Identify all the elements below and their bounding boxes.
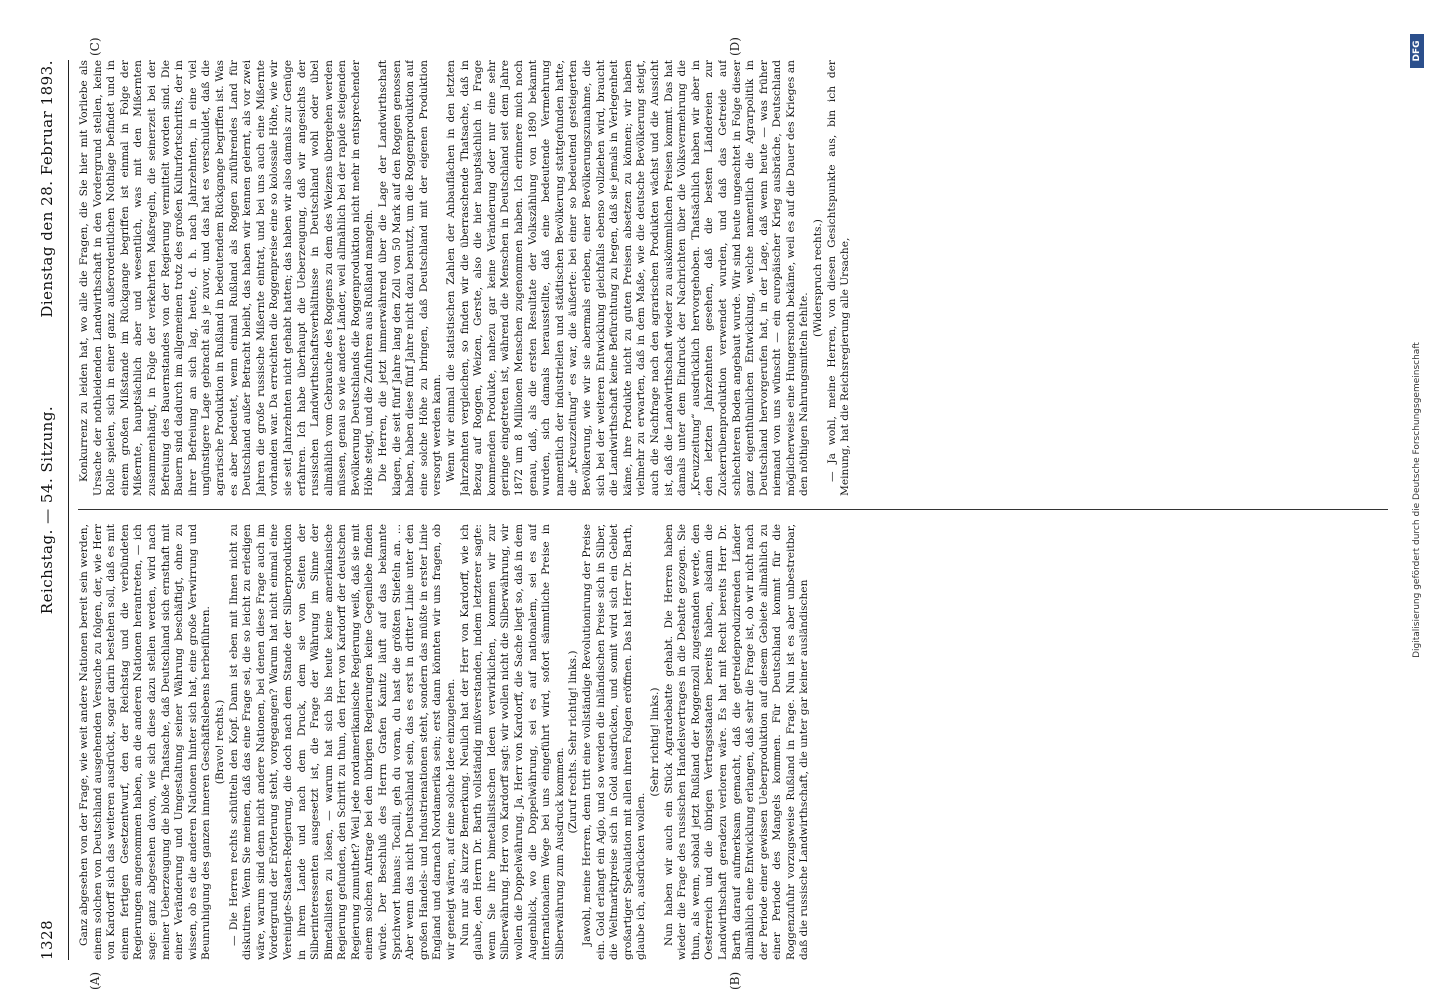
paragraph: Wenn wir einmal die statistischen Zahlen der Anbauflächen in den letzten Jahrzehnten vergleichen, so finden wir die überraschende Thatsache, daß in Bezug auf Roggen, Weizen, Gerste, also die hier hauptsächlich in Frage kommenden Produkte, nahezu gar keine Veränderung oder nur eine sehr geringe eingetreten ist, während die Menschen in Deutschland seit dem Jahre 1872 um 8 Millionen Menschen zugenommen haben. Ich erinnere mich noch genau, daß, als die ersten Resultate der Volkszählung von 1890 bekannt wurden, sich damals herausstellte, daß eine bedeutende Vermehrung namentlich der industriellen und städtischen Bevölkerung stattgefunden hatte, die „Kreuzzeitung“ es war, die äußerte: bei einer so bedeutend gesteigerten Bevölkerung, wie wir sie abermals erleben, einer Bevölkerungszunahme, die sich bei der weiteren Entwicklung gleichfalls ebenso vollziehen wird, braucht die Landwirthschaft keine Befürchtung zu hegen, daß sie jemals in Verlegenheit käme, ihre Produkte nicht zu guten Preisen absetzen zu können; wir haben vielmehr zu erwarten, daß in dem Maße, wie die deutsche Bevölkerung steigt, auch die Nachfrage nach den agrarischen Produkten wächst und die Aussicht ist, daß die Landwirthschaft wieder zu auskömmlichen Preisen kommt. Das hat damals unter dem Eindruck der Nachrichten über die Volksvermehrung die „Kreuzzeitung“ ausdrücklich hervorgehoben. Thatsächlich haben wir aber in den letzten Jahrzehnten gesehen, daß die besten Ländereien zur Zuckerrübenproduktion verwendet wurden, und daß das Getreide auf schlechteren Boden angebaut wurde. Wir sind heute ungeachtet in Folge dieser ganz eigenthümlichen Entwicklung, welche namentlich die Agrarpolitik in Deutschland hervorgerufen hat, in der Lage, daß wenn heute — was früher niemand von uns wünscht — ein europäischer Krieg ausbräche, Deutschland möglicherweise eine Hungersnoth bekäme, weil es auf die Dauer des Krieges an den nöthigen Nahrungsmitteln fehlte. xyxy=(445,60,811,496)
right-column xyxy=(78,60,1388,496)
interjection: (Widerspruch rechts.) xyxy=(812,219,825,337)
session-title: Reichstag. — 54. Sitzung. xyxy=(38,405,56,615)
paragraph: Jawohl, meine Herren, denn tritt eine vollständige Revolutionirung der Preise ein. Gold erlangt ein Agio, und so werden die inländischen Preise sich in Silber, die Weltmarktpreise sich in Gold ausdrücken, und somit wird sich ein Gebiet großartiger Spekulation mit allen ihren Folgen eröffnen. Das hat Herr Dr. Barth, glaube ich, ausdrücken wollen. xyxy=(580,524,648,960)
margin-mark-d: (D) xyxy=(728,37,742,56)
margin-mark-a: (A) xyxy=(88,971,102,990)
interjection: (Sehr richtig! links.) xyxy=(648,687,661,797)
digitization-credit: Digitalisierung gefördert durch die Deutsche Forschungsgemeinschaft xyxy=(1412,342,1422,658)
paragraph: Ganz abgesehen von der Frage, wie weit andere Nationen bereit sein werden, einem solchen von Deutschland ausgehenden Versuche zu folgen, der, wie Herr von Kardorff sich das weiteren ausdrückt, sogar darin bestehen soll, daß es mit einem fertigen Gesetzentwurf, den der Reichstag und die verbündeten Regierungen angenommen haben, an die anderen Nationen herantreten, — ich sage: ganz abgesehen davon, wie sich diese dazu stellen werden, wird nach meiner Ueberzeugung die bloße Thatsache, daß Deutschland sich ernsthaft mit einer Veränderung und Umgestaltung seiner Währung beschäftigt, ohne zu wissen, ob es die anderen Nationen hinter sich hat, eine große Verwirrung und Beunruhigung des ganzen inneren Geschäftslebens herbeiführen. xyxy=(78,524,213,960)
dfg-logo: DFG xyxy=(1410,34,1424,68)
page-header xyxy=(28,60,64,960)
session-date: Dienstag den 28. Februar 1893. xyxy=(38,60,56,318)
paragraph: Konkurrenz zu leiden hat, wo alle die Fragen, die Sie hier mit Vorliebe als Ursache der nothleidenden Landwirthschaft in den Vordergrund stellen, keine Rolle spielen, sich in einer ganz außerordentlichen Nothlage befindet und in einem großen Mißstande im Rückgange begriffen ist einmal in Folge der Mißernte, hauptsächlich aber und wesentlich, was mit den Mißernten zusammenhängt, in Folge der verkehrten Maßregeln, die seinerzeit bei der Befreiung des Bauernstandes von der Regierung vermittelt worden sind. Die Bauern sind dadurch im allgemeinen trotz des großen Kulturfortschritts, der in ihrer Befreiung an sich lag, heute, d. h. nach Jahrzehnten, in eine viel ungünstigere Lage gebracht als je zuvor, und das hat es verschuldet, daß die agrarische Produktion in Rußland in bedeutendem Rückgange begriffen ist. Was es aber bedeutet, wenn einmal Rußland als Roggen zuführendes Land für Deutschland außer Betracht bleibt, das haben wir kennen gelernt, als vor zwei Jahren die große russische Mißernte eintrat, und bei uns auch eine Mißernte vorhanden war. Da erreichten die Roggenpreise eine so kolossale Höhe, wie wir sie seit Jahrzehnten nicht gehabt hatten; das haben wir also damals zur Genüge erfahren. Ich habe überhaupt die Ueberzeugung, daß wir angesichts der russischen Landwirthschaftsverhältnisse in Deutschland wohl oder übel allmählich vom Gebrauche des Roggens zu dem des Weizens übergehen werden müssen, genau so wie andere Länder, weil allmählich bei der rapide steigenden Bevölkerung Deutschlands die Roggenproduktion nicht mehr in entsprechender Höhe steigt, und die Zufuhren aus Rußland mangeln. xyxy=(78,60,376,496)
interjection: (Bravo! rechts.) xyxy=(213,699,226,785)
page-body xyxy=(28,37,1408,990)
paragraph: Nun haben wir auch ein Stück Agrardebatte gehabt. Die Herren haben wieder die Frage des russischen Handelsvertrages in die Debatte gezogen. Sie thun, als wenn, sobald jetzt Rußland der Roggenzoll zugestanden werde, den Oesterreich und die übrigen Vertragsstaaten bereits haben, alsdann die Landwirthschaft geradezu verloren wäre. Es hat mit Recht bereits Herr Dr. Barth darauf aufmerksam gemacht, daß die getreideproduzirenden Länder allmählich eine Entwicklung erlangen, daß sehr die Frage ist, ob wir nicht nach der Periode einer gewissen Ueberproduktion auf diesem Gebiete allmählich zu einer Periode des Mangels kommen. Für Deutschland kommt für die Roggenzufuhr vorzugsweise Rußland in Frage. Nun ist es aber unbestreitbar, daß die russische Landwirthschaft, die unter gar keiner ausländischen xyxy=(662,524,811,960)
paragraph: Nun nur als kurze Bemerkung. Neulich hat der Herr von Kardorff, wie ich glaube, den Herrn Dr. Barth vollständig mißverstanden, indem letzterer sagte: wenn Sie ihre bimetallistischen Ideen verwirklichen, kommen wir zur Silberwährung. Herr von Kardorff sagt: wir wollen nicht die Silberwährung, wir wollen die Doppelwährung. Ja, Herr von Kardorff, die Sache liegt so, daß in dem Augenblick, wo die Doppelwährung, sei es auf nationalem, sei es auf internationalem Wege bei uns eingeführt wird, sofort sämmtliche Preise in Silberwährung zum Ausdruck kommen. xyxy=(458,524,566,960)
column-divider xyxy=(78,509,1388,510)
page-number: 1328 xyxy=(38,919,56,960)
margin-mark-c: (C) xyxy=(88,37,102,56)
paragraph: — Die Herren rechts schütteln den Kopf. Dann ist eben mit Ihnen nicht zu diskutiren. Wenn Sie meinen, daß das eine Frage sei, die so leicht zu erledigen wäre, warum sind denn nicht andere Nationen, bei denen diese Frage auch im Vordergrund der Erörterung steht, vorgegangen? Warum hat nicht einmal eine Vereinigte-Staaten-Regierung, die doch nach dem Stande der Silberproduktion in ihrem Lande und nach dem Druck, dem sie von Seiten der Silberinteressenten ausgesetzt ist, die Frage der Währung im Sinne der Bimetallisten zu lösen, — warum hat sich bis heute keine amerikanische Regierung gefunden, den Schritt zu thun, den Herr von Kardorff der deutschen Regierung zumuthet? Weil jede nordamerikanische Regierung weiß, daß sie mit einem solchen Antrage bei den übrigen Regierungen keine Gegenliebe finden würde. Der Beschluß des Herrn Grafen Kanitz läuft auf das bekannte Sprichwort hinaus: Tocalli, geh du voran, du hast die größten Stiefeln an. ... Aber wenn das nicht Deutschland sein, das es erst in dritter Linie unter den großen Handels- und Industrienationen steht, sondern das müßte in erster Linie England und darnach Nordamerika sein; erst dann könnten wir uns fragen, ob wir geneigt wären, auf eine solche Idee einzugehen. xyxy=(227,524,458,960)
interjection: (Zuruf rechts. Sehr richtig! links.) xyxy=(567,650,580,834)
paragraph: — Ja wohl, meine Herren, von diesen Gesichtspunkte aus, bin ich der Meinung, hat die Reichsregierung alle Ursache, xyxy=(825,60,852,496)
header-rule xyxy=(68,60,69,960)
margin-mark-b: (B) xyxy=(728,971,742,990)
left-column xyxy=(78,524,1388,960)
paragraph: Die Herren, die jetzt immerwährend über die Lage der Landwirthschaft klagen, die seit fünf Jahre lang den Zoll von 50 Mark auf den Roggen genossen haben, haben diese fünf Jahre nicht dazu benutzt, um die Roggenproduktion auf eine solche Höhe zu bringen, daß Deutschland mit der eigenen Produktion versorgt werden kann. xyxy=(377,60,444,496)
